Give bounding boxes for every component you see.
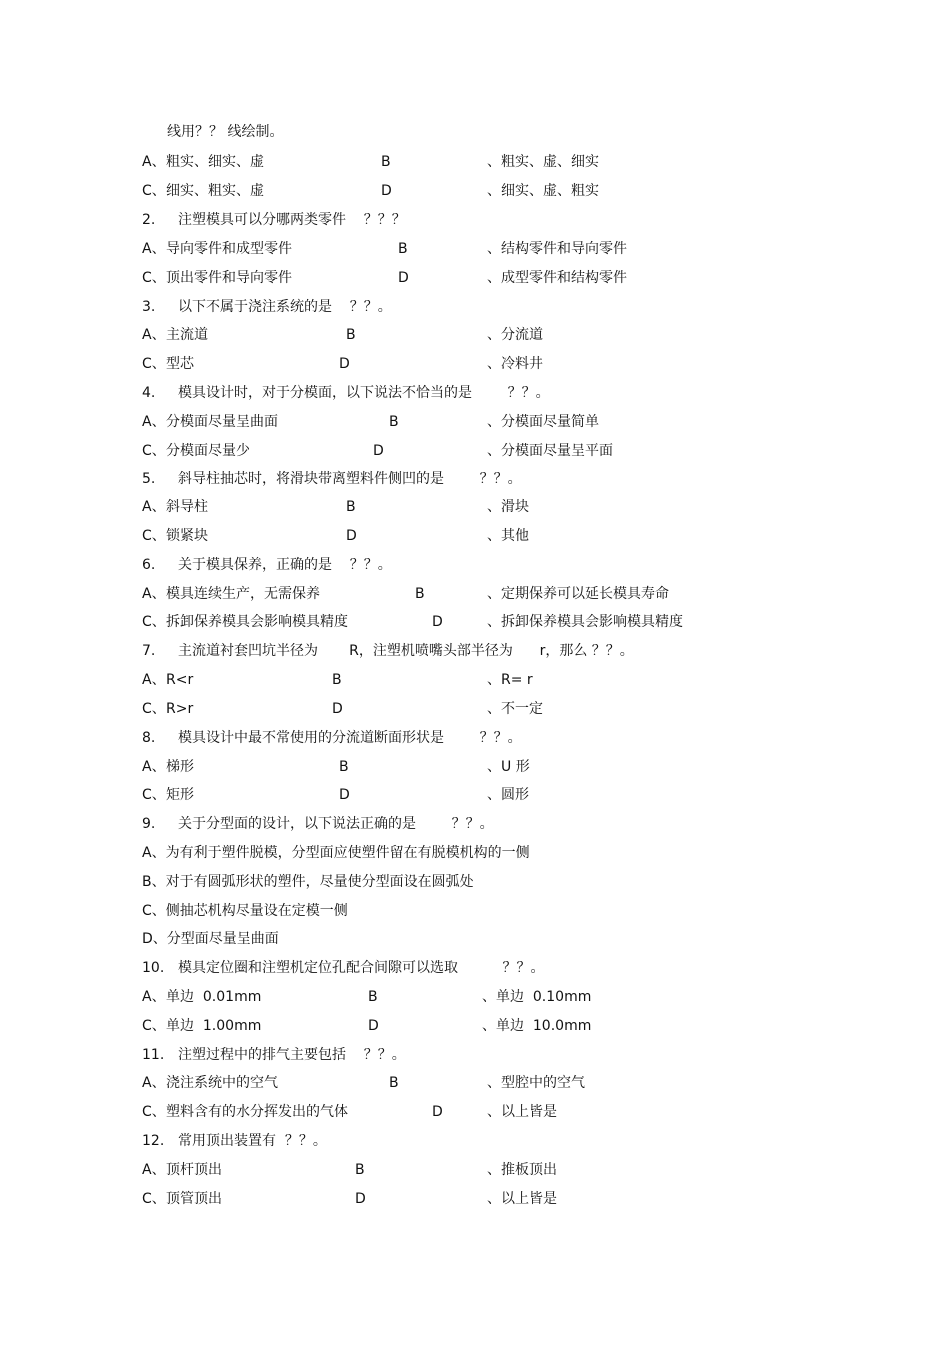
option-text: 、分流道 [487, 327, 543, 343]
option-label: A、 [142, 1162, 166, 1178]
option-row [142, 584, 842, 604]
option-text: A、为有利于塑件脱模，分型面应使塑件留在有脱模机构的一侧 [142, 845, 530, 861]
option-row [142, 441, 842, 461]
intro-line [167, 122, 467, 142]
question-line [142, 728, 842, 748]
option-text: 、不一定 [487, 701, 543, 717]
option-label: D [432, 614, 443, 630]
option-text: R>r [166, 701, 194, 717]
option-label: A、 [142, 241, 166, 257]
option-row [142, 757, 842, 777]
option-text: 、以上皆是 [487, 1191, 557, 1207]
option-row [142, 1102, 842, 1122]
option-text: 锁紧块 [166, 528, 208, 544]
option-label: D [339, 787, 350, 803]
question-text: 斜导柱抽芯时，将滑块带离塑料件侧凹的是 ？？。 [178, 471, 522, 487]
question-line [142, 958, 842, 978]
option-label: C、 [142, 183, 166, 199]
option-label: B [415, 586, 425, 602]
option-text: 单边 1.00mm [166, 1018, 262, 1034]
option-text: 、圆形 [487, 787, 529, 803]
option-label: A、 [142, 499, 166, 515]
option-label: C、 [142, 614, 166, 630]
option-label: A、 [142, 586, 166, 602]
question-text: 模具设计中最不常使用的分流道断面形状是 ？？。 [178, 730, 522, 746]
option-text: 、以上皆是 [487, 1104, 557, 1120]
option-label: D [339, 356, 350, 372]
question-line [142, 297, 842, 317]
option-label: B [368, 989, 378, 1005]
option-label: B [346, 327, 356, 343]
option-label: D [355, 1191, 366, 1207]
option-text: 顶管顶出 [166, 1191, 222, 1207]
question-number: 7. [142, 643, 156, 659]
option-row [142, 1016, 842, 1036]
option-text: 细实、粗实、虚 [166, 183, 264, 199]
option-label: D [432, 1104, 443, 1120]
question-text: 常用顶出装置有 ？？。 [178, 1133, 327, 1149]
option-label: C、 [142, 443, 166, 459]
option-text: 、拆卸保养模具会影响模具精度 [487, 614, 683, 630]
option-text: 单边 0.01mm [166, 989, 262, 1005]
option-label: B [346, 499, 356, 515]
option-text: 梯形 [166, 759, 194, 775]
question-number: 2. [142, 212, 156, 228]
option-text: 分模面尽量少 [166, 443, 250, 459]
option-text: 、滑块 [487, 499, 529, 515]
option-label: D [373, 443, 384, 459]
option-text: 、单边 0.10mm [482, 989, 592, 1005]
option-row [142, 699, 842, 719]
option-row [142, 987, 842, 1007]
question-line [142, 469, 842, 489]
option-label: B [339, 759, 349, 775]
option-row [142, 526, 842, 546]
option-label: A、 [142, 1075, 166, 1091]
question-text: 模具定位圈和注塑机定位孔配合间隙可以选取 ？？。 [178, 960, 545, 976]
option-label: D [398, 270, 409, 286]
option-row [142, 612, 862, 632]
option-label: C、 [142, 356, 166, 372]
option-label: A、 [142, 672, 166, 688]
option-row [142, 843, 842, 863]
question-line [142, 1045, 842, 1065]
option-text: 、R= r [487, 672, 533, 688]
option-text: 塑料含有的水分挥发出的气体 [166, 1104, 348, 1120]
option-text: 、粗实、虚、细实 [487, 154, 599, 170]
option-row [142, 785, 842, 805]
question-number: 10. [142, 960, 165, 976]
option-text: 顶出零件和导向零件 [166, 270, 292, 286]
question-text: 主流道衬套凹坑半径为 R，注塑机喷嘴头部半径为 r，那么 ？？。 [178, 643, 634, 659]
option-row [142, 1160, 842, 1180]
question-number: 6. [142, 557, 156, 573]
option-label: B [389, 1075, 399, 1091]
question-number: 3. [142, 299, 156, 315]
question-text: 注塑模具可以分哪两类零件 ？？？ [178, 212, 406, 228]
option-text: 粗实、细实、虚 [166, 154, 264, 170]
question-text: 关于分型面的设计，以下说法正确的是 ？？。 [178, 816, 494, 832]
option-text: 、结构零件和导向零件 [487, 241, 627, 257]
option-row [142, 152, 842, 172]
option-text: 分模面尽量呈曲面 [166, 414, 278, 430]
option-label: A、 [142, 759, 166, 775]
question-number: 9. [142, 816, 156, 832]
option-row [142, 1189, 842, 1209]
option-row [142, 354, 842, 374]
option-row [142, 412, 842, 432]
option-text: 、定期保养可以延长模具寿命 [487, 586, 669, 602]
option-label: B [355, 1162, 365, 1178]
option-label: C、 [142, 1018, 166, 1034]
option-text: 、细实、虚、粗实 [487, 183, 599, 199]
option-row [142, 1073, 842, 1093]
option-label: D [332, 701, 343, 717]
question-line [142, 1131, 842, 1151]
option-label: C、 [142, 528, 166, 544]
option-text: 、成型零件和结构零件 [487, 270, 627, 286]
option-text: 、单边 10.0mm [482, 1018, 592, 1034]
option-text: 、其他 [487, 528, 529, 544]
option-label: D [346, 528, 357, 544]
question-number: 11. [142, 1047, 165, 1063]
option-row [142, 901, 842, 921]
option-text: 、分模面尽量简单 [487, 414, 599, 430]
option-text: 、型腔中的空气 [487, 1075, 585, 1091]
option-text: 、推板顶出 [487, 1162, 557, 1178]
option-text: 斜导柱 [166, 499, 208, 515]
option-row [142, 268, 842, 288]
option-label: A、 [142, 989, 166, 1005]
option-label: A、 [142, 327, 166, 343]
option-label: C、 [142, 701, 166, 717]
option-row [142, 872, 842, 892]
option-text: 模具连续生产，无需保养 [166, 586, 320, 602]
question-number: 8. [142, 730, 156, 746]
option-label: C、 [142, 787, 166, 803]
option-text: 浇注系统中的空气 [166, 1075, 278, 1091]
option-text: 、U 形 [487, 759, 530, 775]
option-text: 拆卸保养模具会影响模具精度 [166, 614, 348, 630]
option-label: B [332, 672, 342, 688]
option-row [142, 929, 842, 949]
question-number: 5. [142, 471, 156, 487]
option-label: A、 [142, 154, 166, 170]
option-text: 、分模面尽量呈平面 [487, 443, 613, 459]
option-label: C、 [142, 1191, 166, 1207]
question-number: 4. [142, 385, 156, 401]
question-text: 关于模具保养，正确的是 ？？。 [178, 557, 392, 573]
question-line [142, 210, 842, 230]
option-row [142, 181, 842, 201]
option-label: D [381, 183, 392, 199]
option-text: 型芯 [166, 356, 194, 372]
option-text: 导向零件和成型零件 [166, 241, 292, 257]
question-number: 12. [142, 1133, 165, 1149]
option-text: D、分型面尽量呈曲面 [142, 931, 279, 947]
option-text: 主流道 [166, 327, 208, 343]
option-text: 顶杆顶出 [166, 1162, 222, 1178]
option-text: R<r [166, 672, 194, 688]
option-label: A、 [142, 414, 166, 430]
option-text: 矩形 [166, 787, 194, 803]
option-text: C、侧抽芯机构尽量设在定模一侧 [142, 903, 348, 919]
intro-text: 线用？？ 线绘制。 [167, 124, 284, 140]
question-line [142, 641, 862, 661]
question-text: 模具设计时，对于分模面，以下说法不恰当的是 ？？。 [178, 385, 550, 401]
question-line [142, 555, 842, 575]
option-text: 、冷料井 [487, 356, 543, 372]
option-label: B [381, 154, 391, 170]
option-label: C、 [142, 1104, 166, 1120]
option-row [142, 670, 842, 690]
question-line [142, 814, 842, 834]
option-label: B [389, 414, 399, 430]
option-label: D [368, 1018, 379, 1034]
option-row [142, 325, 842, 345]
option-label: B [398, 241, 408, 257]
option-row [142, 497, 842, 517]
option-row [142, 239, 842, 259]
question-line [142, 383, 842, 403]
option-label: C、 [142, 270, 166, 286]
question-text: 注塑过程中的排气主要包括 ？？。 [178, 1047, 406, 1063]
question-text: 以下不属于浇注系统的是 ？？。 [178, 299, 392, 315]
option-text: B、对于有圆弧形状的塑件，尽量使分型面设在圆弧处 [142, 874, 474, 890]
